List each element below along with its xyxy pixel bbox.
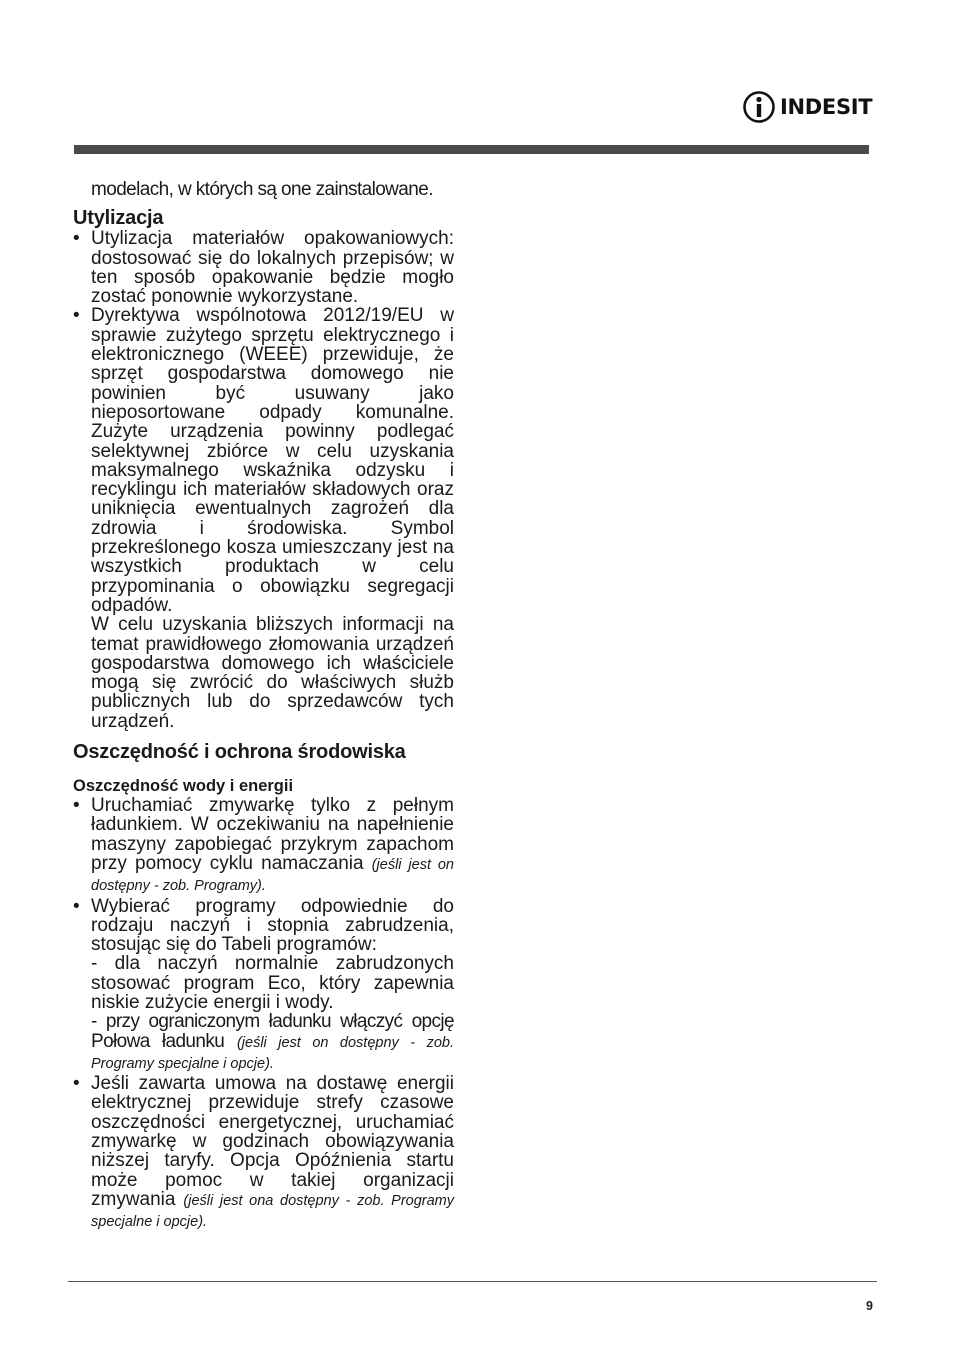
list-item-note: (jeśli jest ona dostępny - zob. Programy specjalne i opcje). (91, 1192, 455, 1231)
content-column (73, 180, 454, 1233)
list-item (73, 1074, 454, 1232)
list-item-note: (jeśli jest on dostępny - zob. Programy). (91, 856, 454, 895)
brand-name: INDESIT (780, 95, 873, 119)
list-item-text: - przy ograniczonym ładunku włączyć opcję Połowa ładunku (91, 1011, 454, 1052)
list-item-text: Utylizacja materiałów opakowaniowych: dostosować się do lokalnych przepisów; w ten sposób opakowanie będzie mogło zostać ponownie wykorzystane. (91, 228, 454, 308)
intro-continuation: modelach, w których są one zainstalowane. (91, 179, 433, 200)
list-item-text: Uruchamiać zmywarkę tylko z pełnym ładunkiem. W oczekiwaniu na napełnienie maszyny zapobiegać przykrym zapachom przy pomocy cyklu namaczania (91, 795, 454, 874)
brand-logo (742, 90, 872, 124)
header-divider (74, 145, 869, 154)
oszczednosc-list (73, 796, 454, 1233)
subheading-woda-energia: Oszczędność wody i energii (73, 777, 294, 796)
list-item (73, 897, 454, 1075)
list-item (73, 229, 454, 306)
list-item-text: Jeśli zawarta umowa na dostawę energii elektrycznej przewiduje strefy czasowe oszczędności energetycznej, uruchamiać zmywarkę w godzinach obowiązywania niższej taryfy. Opcja Opóźnienia startu może pomoc w takiej organizacji zmywania (91, 1073, 454, 1210)
list-item-text: W celu uzyskania bliższych informacji na temat prawidłowego złomowania urządzeń gospodarstwa domowego ich właściciele mogą się zwrócić do właściwych służb publicznych lub do sprzedawców tych urządzeń. (91, 614, 454, 732)
page-number: 9 (866, 1299, 873, 1313)
utylizacja-list (73, 229, 454, 731)
footer-divider (68, 1281, 877, 1282)
indesit-logo-icon (742, 90, 776, 124)
list-item-text: Wybierać programy odpowiednie do rodzaju naczyń i stopnia zabrudzenia, stosując się do Tabeli programów: (91, 895, 454, 956)
list-item (73, 306, 454, 731)
list-item-text: - dla naczyń normalnie zabrudzonych stosować program Eco, który zapewnia niskie zużycie energii i wody. (91, 953, 454, 1013)
list-item-note: (jeśli jest on dostępny - zob. Programy specjalne i opcje). (91, 1034, 454, 1072)
section-heading-oszczednosc: Oszczędność i ochrona środowiska (73, 741, 406, 764)
list-item (73, 796, 454, 896)
list-item-text: Dyrektywa wspólnotowa 2012/19/EU w sprawie zużytego sprzętu elektrycznego i elektronicznego (WEEE) przewiduje, że sprzęt gospodarstwa domowego nie powinien być usuwany jako nieposortowane odpady komunalne. Zużyte urządzenia powinny podlegać selektywnej zbiórce w celu uzyskania maksymalnego wskaźnika odzysku i recyklingu ich materiałów składowych oraz uniknięcia ewentualnych zagrożeń dla zdrowia i środowiska. Symbol przekreślonego kosza umieszczany jest na wszystkich produktach w celu przypominania o obowiązku segregacji odpadów. (91, 305, 454, 616)
section-heading-utylizacja: Utylizacja (73, 207, 164, 230)
